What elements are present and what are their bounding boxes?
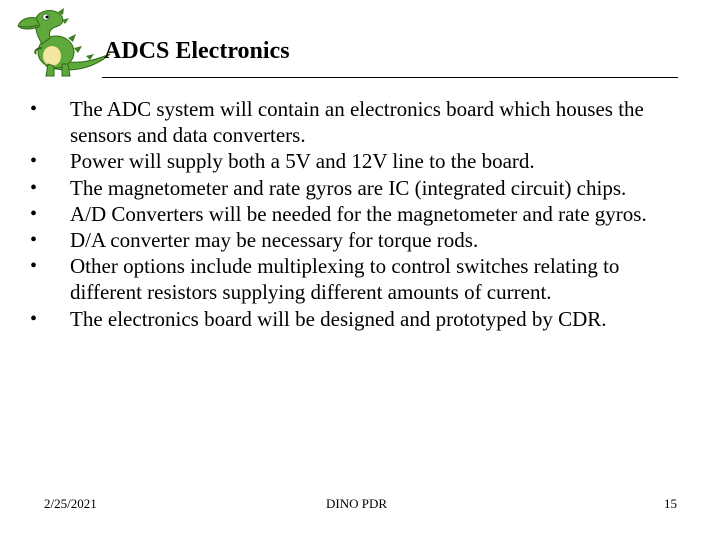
bullet-item <box>30 175 692 201</box>
bullet-list <box>30 96 692 332</box>
bullet-text: The ADC system will contain an electronics board which houses the sensors and data converters. <box>70 97 644 148</box>
bullet-item <box>30 96 692 148</box>
bullet-text: Other options include multiplexing to control switches relating to different resistors supplying different amounts of current. <box>70 254 620 305</box>
slide-title: ADCS Electronics <box>104 38 290 64</box>
green-dinosaur-icon <box>6 4 112 80</box>
bullet-text: Power will supply both a 5V and 12V line to the board. <box>70 149 535 174</box>
bullet-icon: • <box>30 176 38 199</box>
bullet-text: The electronics board will be designed and prototyped by CDR. <box>70 306 607 331</box>
bullet-icon: • <box>30 202 38 225</box>
bullet-icon: • <box>30 229 38 252</box>
bullet-text: A/D Converters will be needed for the magnetometer and rate gyros. <box>70 201 647 226</box>
footer-page-number: 15 <box>664 496 677 511</box>
bullet-icon: • <box>30 255 38 278</box>
footer-date: 2/25/2021 <box>44 496 97 511</box>
bullet-item <box>30 306 692 332</box>
bullet-item <box>30 148 692 174</box>
bullet-text: D/A converter may be necessary for torque rods. <box>70 228 479 253</box>
footer-presentation-name: DINO PDR <box>326 496 388 511</box>
bullet-item <box>30 201 692 227</box>
bullet-item <box>30 253 692 305</box>
bullet-icon: • <box>30 98 38 120</box>
bullet-item <box>30 227 692 253</box>
bullet-text: The magnetometer and rate gyros are IC (integrated circuit) chips. <box>70 175 627 200</box>
bullet-icon: • <box>30 307 38 330</box>
title-underline <box>102 77 678 78</box>
bullet-icon: • <box>30 150 38 173</box>
